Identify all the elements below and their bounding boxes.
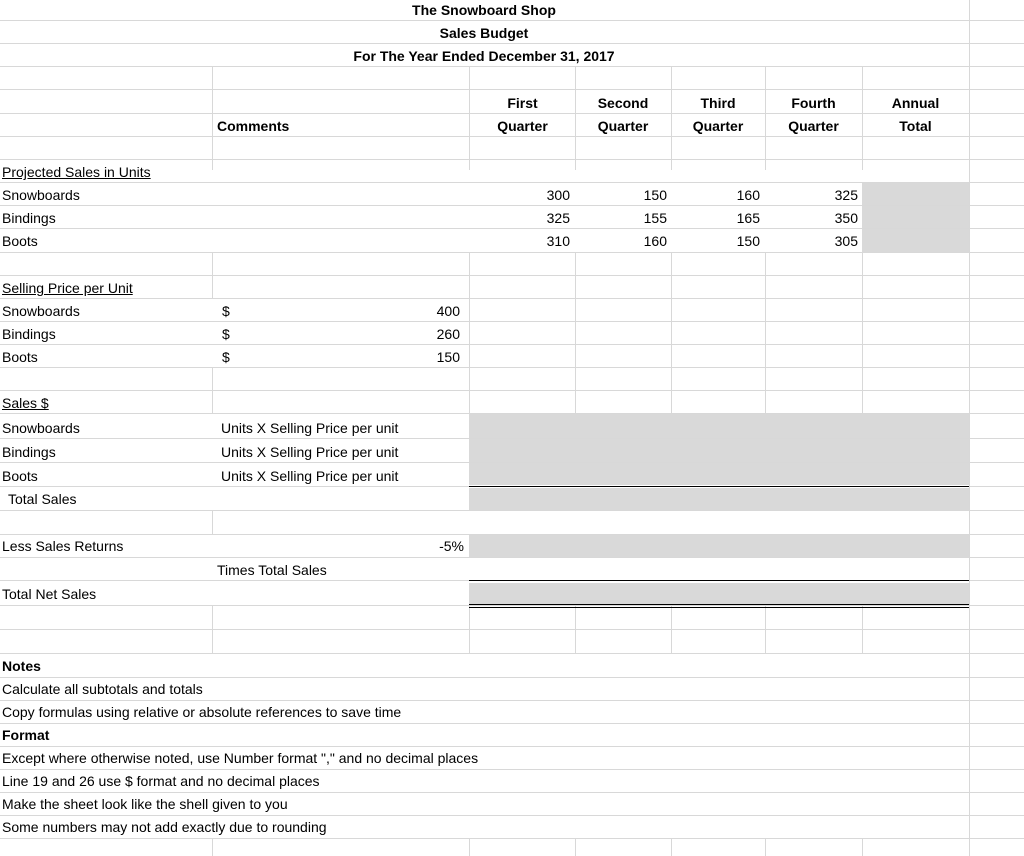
notes-line-1: Calculate all subtotals and totals (2, 681, 203, 697)
q4-header-line1: Fourth (791, 95, 836, 111)
q3-header-line2: Quarter (692, 118, 744, 134)
price-currency-bindings: $ (222, 326, 230, 342)
price-label-bindings: Bindings (2, 326, 56, 342)
format-line-3: Make the sheet look like the shell given to you (2, 796, 288, 812)
net-sales-rule (469, 580, 969, 581)
total-sales-area[interactable] (469, 488, 969, 510)
units-q1-snowboards[interactable]: 300 (546, 187, 570, 203)
sheet-period: For The Year Ended December 31, 2017 (353, 48, 615, 64)
sales-comment-snowboards: Units X Selling Price per unit (221, 420, 399, 436)
notes-line-2: Copy formulas using relative or absolute references to save time (2, 704, 402, 720)
q4-header-line2: Quarter (788, 118, 839, 134)
q2-header-line1: Second (597, 95, 649, 111)
net-sales-area[interactable] (469, 583, 969, 604)
sales-label-snowboards: Snowboards (2, 420, 80, 436)
units-q3-snowboards[interactable]: 160 (736, 187, 760, 203)
sales-section-heading: Sales $ (2, 395, 49, 411)
price-currency-boots: $ (222, 349, 230, 365)
units-q3-boots[interactable]: 150 (736, 233, 760, 249)
units-q3-bindings[interactable]: 165 (736, 210, 760, 226)
format-line-2: Line 19 and 26 use $ format and no decimal places (2, 773, 320, 789)
net-sales-label: Total Net Sales (2, 586, 97, 602)
sales-returns-comment: Times Total Sales (217, 562, 327, 578)
units-label-snowboards: Snowboards (2, 187, 80, 203)
price-value-snowboards[interactable]: 400 (436, 303, 460, 319)
units-q2-bindings[interactable]: 155 (643, 210, 667, 226)
units-section-heading: Projected Sales in Units (2, 164, 151, 180)
sales-comment-bindings: Units X Selling Price per unit (221, 444, 399, 460)
price-section-heading: Selling Price per Unit (2, 280, 133, 296)
annual-total-units-area[interactable] (862, 182, 969, 252)
sales-returns-area[interactable] (469, 534, 969, 557)
units-q1-bindings[interactable]: 325 (546, 210, 570, 226)
price-label-boots: Boots (2, 349, 38, 365)
annual-header-line1: Annual (891, 95, 940, 111)
units-label-bindings: Bindings (2, 210, 56, 226)
sheet-title: The Snowboard Shop (412, 2, 556, 18)
sheet-subtitle: Sales Budget (439, 25, 529, 41)
sales-returns-label: Less Sales Returns (2, 538, 124, 554)
format-heading: Format (2, 727, 50, 743)
total-sales-rule (469, 486, 969, 487)
total-sales-label: Total Sales (8, 491, 77, 507)
annual-header-line2: Total (899, 118, 932, 134)
sales-label-bindings: Bindings (2, 444, 56, 460)
price-value-bindings[interactable]: 260 (436, 326, 460, 342)
sales-dollars-area[interactable] (469, 413, 969, 485)
q1-header-line2: Quarter (497, 118, 548, 134)
sales-comment-boots: Units X Selling Price per unit (221, 468, 399, 484)
units-q4-bindings[interactable]: 350 (834, 210, 858, 226)
units-q4-snowboards[interactable]: 325 (834, 187, 858, 203)
net-sales-double-rule-2 (469, 607, 969, 608)
q1-header-line1: First (507, 95, 538, 111)
units-q1-boots[interactable]: 310 (546, 233, 570, 249)
price-label-snowboards: Snowboards (2, 303, 80, 319)
comments-header: Comments (217, 118, 290, 134)
units-q2-snowboards[interactable]: 150 (643, 187, 667, 203)
units-label-boots: Boots (2, 233, 38, 249)
sales-label-boots: Boots (2, 468, 38, 484)
notes-heading: Notes (2, 658, 41, 674)
format-line-4: Some numbers may not add exactly due to rounding (2, 819, 327, 835)
q3-header-line1: Third (700, 95, 736, 111)
units-q2-boots[interactable]: 160 (643, 233, 667, 249)
format-line-1: Except where otherwise noted, use Number format "," and no decimal places (2, 750, 479, 766)
price-currency-snowboards: $ (222, 303, 230, 319)
sales-returns-rate[interactable]: -5% (439, 538, 464, 554)
net-sales-double-rule-1 (469, 604, 969, 605)
q2-header-line2: Quarter (597, 118, 649, 134)
price-value-boots[interactable]: 150 (436, 349, 460, 365)
units-q4-boots[interactable]: 305 (834, 233, 858, 249)
